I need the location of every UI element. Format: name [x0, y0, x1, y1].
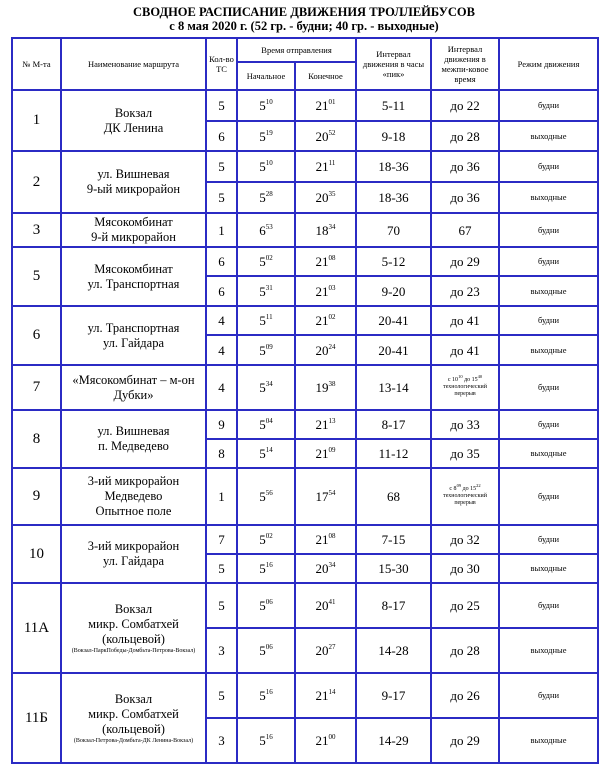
route-name [61, 247, 206, 306]
end-time-hour: 21 [315, 283, 329, 299]
peak-interval: 70 [356, 213, 431, 247]
end-time-minutes: 35 [328, 190, 336, 198]
vehicle-count: 3 [206, 718, 237, 763]
peak-interval: 9-18 [356, 121, 431, 151]
start-time-hour: 5 [259, 688, 266, 703]
peak-interval: 20-41 [356, 306, 431, 335]
end-time-hour: 20 [315, 342, 329, 358]
regime: выходные [499, 182, 598, 213]
route-name-line: (кольцевой) [102, 721, 165, 736]
peak-interval: 13-14 [356, 365, 431, 410]
offpeak-interval: до 30 [431, 554, 499, 583]
break-time [433, 374, 497, 384]
table-row [12, 583, 598, 628]
regime: будни [499, 247, 598, 276]
route-number: 2 [12, 151, 61, 213]
end-time-minutes: 38 [328, 380, 336, 388]
route-name-line: ул. Гайдара [102, 335, 165, 350]
end-time-hour: 17 [315, 489, 329, 504]
offpeak-interval: до 28 [431, 121, 499, 151]
start-time-hour: 5 [259, 446, 266, 461]
regime: будни [499, 468, 598, 525]
end-time-minutes: 34 [328, 222, 336, 231]
end-time-hour: 21 [315, 446, 329, 461]
header-start: Начальное [237, 62, 295, 90]
end-time [295, 90, 356, 121]
route-name-line: 9-ый микрорайон [86, 182, 181, 196]
route-name-line: ул. Транспортная [87, 320, 180, 335]
regime: выходные [499, 628, 598, 673]
start-time-hour: 5 [259, 313, 266, 328]
route-name-line: Мясокомбинат [94, 215, 173, 229]
start-time [237, 151, 295, 182]
peak-interval: 14-29 [356, 718, 431, 763]
offpeak-interval: 67 [431, 213, 499, 247]
offpeak-interval [431, 468, 499, 525]
offpeak-interval: до 28 [431, 628, 499, 673]
offpeak-interval: до 41 [431, 335, 499, 365]
table-row [12, 90, 598, 121]
offpeak-interval: до 33 [431, 410, 499, 439]
route-number: 11Б [12, 673, 61, 763]
header-offpeak: Интервал движения в межпи-ковое время [431, 38, 499, 90]
end-time [295, 213, 356, 247]
regime: будни [499, 306, 598, 335]
start-time-hour: 6 [259, 222, 266, 238]
offpeak-interval: до 35 [431, 439, 499, 468]
start-time-minutes: 56 [265, 489, 273, 497]
route-name-line: микр. Сомбатхей [88, 706, 179, 721]
end-time [295, 276, 356, 306]
end-time-hour: 21 [315, 688, 329, 703]
end-time [295, 335, 356, 365]
route-name-line: Вокзал [114, 691, 153, 706]
route-name-line: ул. Транспортная [87, 276, 180, 291]
start-time-minutes: 28 [265, 190, 273, 198]
route-number: 5 [12, 247, 61, 306]
vehicle-count: 6 [206, 247, 237, 276]
break-label: технологический перерыв [443, 384, 487, 397]
peak-interval: 14-28 [356, 628, 431, 673]
start-time [237, 410, 295, 439]
start-time [237, 276, 295, 306]
route-name-line: ул. Вишневая [97, 424, 170, 438]
start-time-minutes: 10 [265, 98, 273, 106]
start-time-hour: 5 [259, 561, 266, 576]
regime: будни [499, 90, 598, 121]
start-time-hour: 5 [259, 643, 266, 658]
start-time [237, 525, 295, 554]
table-row [12, 151, 598, 182]
regime: будни [499, 365, 598, 410]
start-time-hour: 5 [259, 159, 266, 174]
offpeak-interval: до 36 [431, 182, 499, 213]
start-time [237, 554, 295, 583]
end-time-minutes: 11 [328, 159, 336, 167]
schedule-body [12, 38, 598, 763]
end-time-minutes: 34 [328, 561, 336, 569]
regime: выходные [499, 121, 598, 151]
regime: будни [499, 151, 598, 182]
end-time-minutes: 00 [328, 733, 336, 741]
end-time-minutes: 41 [328, 598, 336, 606]
end-time-hour: 21 [315, 733, 329, 748]
start-time [237, 468, 295, 525]
route-name-line: п. Медведево [98, 439, 169, 453]
start-time [237, 439, 295, 468]
route-number: 10 [12, 525, 61, 583]
start-time-minutes: 11 [265, 313, 273, 321]
table-row [12, 365, 598, 410]
vehicle-count: 4 [206, 335, 237, 365]
table-row [12, 306, 598, 335]
header-depart: Время отправления [237, 38, 356, 62]
end-time [295, 718, 356, 763]
start-time-minutes: 16 [265, 733, 273, 741]
route-number: 1 [12, 90, 61, 151]
end-time-hour: 20 [315, 190, 329, 205]
start-time-hour: 5 [259, 380, 266, 395]
regime: будни [499, 583, 598, 628]
peak-interval: 18-36 [356, 151, 431, 182]
start-time [237, 335, 295, 365]
break-from: с 8 [449, 486, 457, 492]
page-title: СВОДНОЕ РАСПИСАНИЕ ДВИЖЕНИЯ ТРОЛЛЕЙБУСОВ [133, 5, 475, 19]
peak-interval: 68 [356, 468, 431, 525]
vehicle-count: 6 [206, 121, 237, 151]
end-time-minutes: 52 [328, 128, 336, 137]
start-time-hour: 5 [259, 489, 266, 504]
end-time-minutes: 02 [328, 313, 336, 321]
offpeak-interval: до 36 [431, 151, 499, 182]
route-number: 8 [12, 410, 61, 468]
start-time [237, 121, 295, 151]
end-time-hour: 21 [315, 159, 329, 174]
start-time-hour: 5 [259, 190, 266, 205]
end-time-hour: 21 [315, 417, 329, 432]
route-name [61, 673, 206, 763]
end-time-hour: 21 [315, 254, 329, 269]
vehicle-count: 5 [206, 182, 237, 213]
vehicle-count: 5 [206, 673, 237, 718]
route-name-line: 9-й микрорайон [91, 230, 176, 244]
route-name-line: Опытное поле [95, 504, 172, 518]
offpeak-interval: до 32 [431, 525, 499, 554]
end-time [295, 410, 356, 439]
table-row [12, 213, 598, 247]
route-name [61, 468, 206, 525]
header-name: Наименование маршрута [61, 38, 206, 90]
end-time-hour: 20 [315, 561, 329, 576]
end-time [295, 151, 356, 182]
start-time-minutes: 06 [265, 643, 273, 651]
break-to: до 15 [461, 486, 477, 492]
break-label: технологический перерыв [443, 493, 487, 506]
end-time-minutes: 24 [328, 342, 336, 351]
start-time-minutes: 34 [265, 380, 273, 388]
vehicle-count: 1 [206, 468, 237, 525]
start-time-hour: 5 [259, 733, 266, 748]
start-time-hour: 5 [259, 283, 266, 299]
end-time-hour: 19 [315, 380, 329, 395]
end-time-hour: 18 [315, 222, 329, 238]
end-time [295, 525, 356, 554]
offpeak-interval: до 25 [431, 583, 499, 628]
end-time [295, 306, 356, 335]
regime: выходные [499, 718, 598, 763]
regime: выходные [499, 335, 598, 365]
offpeak-interval: до 23 [431, 276, 499, 306]
break-to-minutes: 22 [476, 483, 481, 488]
header-peak: Интервал движения в часы «пик» [356, 38, 431, 90]
start-time [237, 213, 295, 247]
start-time [237, 628, 295, 673]
offpeak-interval: до 29 [431, 247, 499, 276]
end-time [295, 554, 356, 583]
start-time-minutes: 19 [265, 128, 273, 137]
peak-interval: 18-36 [356, 182, 431, 213]
route-number: 3 [12, 213, 61, 247]
header-num: № М-та [12, 38, 61, 90]
start-time-minutes: 31 [265, 283, 273, 292]
header-count: Кол-во ТС [206, 38, 237, 90]
peak-interval: 5-12 [356, 247, 431, 276]
start-time [237, 90, 295, 121]
regime: будни [499, 525, 598, 554]
break-to: до 15 [462, 377, 478, 383]
route-name [61, 365, 206, 410]
route-name-line: (кольцевой) [102, 631, 165, 646]
end-time [295, 182, 356, 213]
start-time [237, 673, 295, 718]
route-name [61, 306, 206, 365]
route-name-line: 3-ий микрорайон [87, 474, 180, 488]
route-note: (Вокзал-ПаркПобеды-Домбьта-Петрова-Вокзал) [71, 647, 196, 654]
route-name [61, 583, 206, 673]
end-time [295, 247, 356, 276]
route-number: 9 [12, 468, 61, 525]
start-time [237, 718, 295, 763]
table-row [12, 673, 598, 718]
end-time [295, 673, 356, 718]
start-time [237, 365, 295, 410]
regime: будни [499, 410, 598, 439]
end-time [295, 468, 356, 525]
start-time [237, 247, 295, 276]
end-time-hour: 20 [315, 128, 329, 144]
route-name-line: Мясокомбинат [94, 261, 173, 276]
end-time-minutes: 01 [328, 98, 336, 106]
end-time-minutes: 54 [328, 489, 336, 497]
peak-interval: 15-30 [356, 554, 431, 583]
peak-interval: 20-41 [356, 335, 431, 365]
start-time-hour: 5 [259, 417, 266, 432]
start-time-minutes: 06 [265, 598, 273, 606]
start-time-minutes: 16 [265, 688, 273, 696]
end-time-hour: 21 [315, 313, 329, 328]
vehicle-count: 3 [206, 628, 237, 673]
start-time-minutes: 53 [265, 222, 273, 231]
route-name [61, 151, 206, 213]
vehicle-count: 4 [206, 306, 237, 335]
start-time-hour: 5 [259, 342, 266, 358]
route-name-line: Вокзал [114, 601, 153, 616]
start-time-hour: 5 [259, 598, 266, 613]
route-name-line: микр. Сомбатхей [88, 616, 179, 631]
peak-interval: 5-11 [356, 90, 431, 121]
offpeak-interval: до 22 [431, 90, 499, 121]
route-name-line: Вокзал [114, 105, 153, 120]
route-name-line: Медведево [104, 489, 163, 503]
start-time-minutes: 02 [265, 254, 273, 262]
start-time-minutes: 10 [265, 159, 273, 167]
peak-interval: 8-17 [356, 583, 431, 628]
route-number: 11А [12, 583, 61, 673]
break-from: с 10 [447, 377, 459, 383]
start-time [237, 583, 295, 628]
peak-interval: 9-20 [356, 276, 431, 306]
peak-interval: 8-17 [356, 410, 431, 439]
peak-interval: 7-15 [356, 525, 431, 554]
end-time-minutes: 08 [328, 254, 336, 262]
end-time [295, 628, 356, 673]
route-name-line: ДК Ленина [103, 120, 164, 135]
end-time-hour: 20 [315, 643, 329, 658]
header-regime: Режим движения [499, 38, 598, 90]
break-time [433, 483, 497, 493]
start-time [237, 182, 295, 213]
regime: будни [499, 213, 598, 247]
break-from-minutes: 10 [458, 374, 463, 379]
start-time-hour: 5 [259, 98, 266, 113]
page-subtitle: с 8 мая 2020 г. (52 гр. - будни; 40 гр. - выходные) [169, 19, 439, 33]
route-name [61, 213, 206, 247]
route-number: 6 [12, 306, 61, 365]
route-name [61, 525, 206, 583]
route-name [61, 90, 206, 151]
start-time-hour: 5 [259, 254, 266, 269]
table-row [12, 247, 598, 276]
start-time-hour: 5 [259, 128, 266, 144]
peak-interval: 11-12 [356, 439, 431, 468]
table-row [12, 525, 598, 554]
end-time-minutes: 13 [328, 417, 336, 425]
schedule-table [11, 37, 599, 764]
start-time-minutes: 14 [265, 446, 273, 454]
route-name-line: 3-ий микрорайон [87, 539, 180, 553]
peak-interval: 9-17 [356, 673, 431, 718]
vehicle-count: 5 [206, 583, 237, 628]
table-row [12, 410, 598, 439]
end-time-minutes: 14 [328, 688, 336, 696]
vehicle-count: 1 [206, 213, 237, 247]
start-time-hour: 5 [259, 532, 266, 547]
start-time-minutes: 16 [265, 561, 273, 569]
route-name [61, 410, 206, 468]
end-time-hour: 20 [315, 598, 329, 613]
regime: выходные [499, 439, 598, 468]
end-time [295, 583, 356, 628]
header-row [12, 38, 598, 62]
route-name-line: Дубки» [113, 387, 154, 402]
end-time [295, 439, 356, 468]
end-time-hour: 21 [315, 532, 329, 547]
offpeak-interval [431, 365, 499, 410]
start-time-minutes: 04 [265, 417, 273, 425]
vehicle-count: 5 [206, 554, 237, 583]
vehicle-count: 9 [206, 410, 237, 439]
break-to-minutes: 40 [477, 374, 483, 379]
route-number: 7 [12, 365, 61, 410]
vehicle-count: 7 [206, 525, 237, 554]
vehicle-count: 5 [206, 90, 237, 121]
vehicle-count: 4 [206, 365, 237, 410]
start-time-minutes: 09 [265, 342, 273, 351]
end-time-hour: 21 [315, 98, 329, 113]
route-name-line: «Мясокомбинат – м-он [72, 372, 195, 387]
vehicle-count: 6 [206, 276, 237, 306]
end-time-minutes: 03 [328, 283, 336, 292]
offpeak-interval: до 41 [431, 306, 499, 335]
offpeak-interval: до 29 [431, 718, 499, 763]
start-time-minutes: 02 [265, 532, 273, 540]
route-name-line: ул. Вишневая [97, 167, 170, 181]
regime: будни [499, 673, 598, 718]
end-time-minutes: 08 [328, 532, 336, 540]
regime: выходные [499, 554, 598, 583]
route-name-line: ул. Гайдара [102, 554, 165, 568]
break-from-minutes: 09 [456, 483, 462, 488]
end-time-minutes: 27 [328, 643, 336, 651]
offpeak-interval: до 26 [431, 673, 499, 718]
header-end: Конечное [295, 62, 356, 90]
route-note: (Вокзал-Петрова-Домбьта-ДК Ленина-Вокзал) [73, 737, 194, 744]
table-row [12, 468, 598, 525]
vehicle-count: 8 [206, 439, 237, 468]
end-time [295, 365, 356, 410]
end-time [295, 121, 356, 151]
end-time-minutes: 09 [328, 446, 336, 454]
regime: выходные [499, 276, 598, 306]
start-time [237, 306, 295, 335]
vehicle-count: 5 [206, 151, 237, 182]
